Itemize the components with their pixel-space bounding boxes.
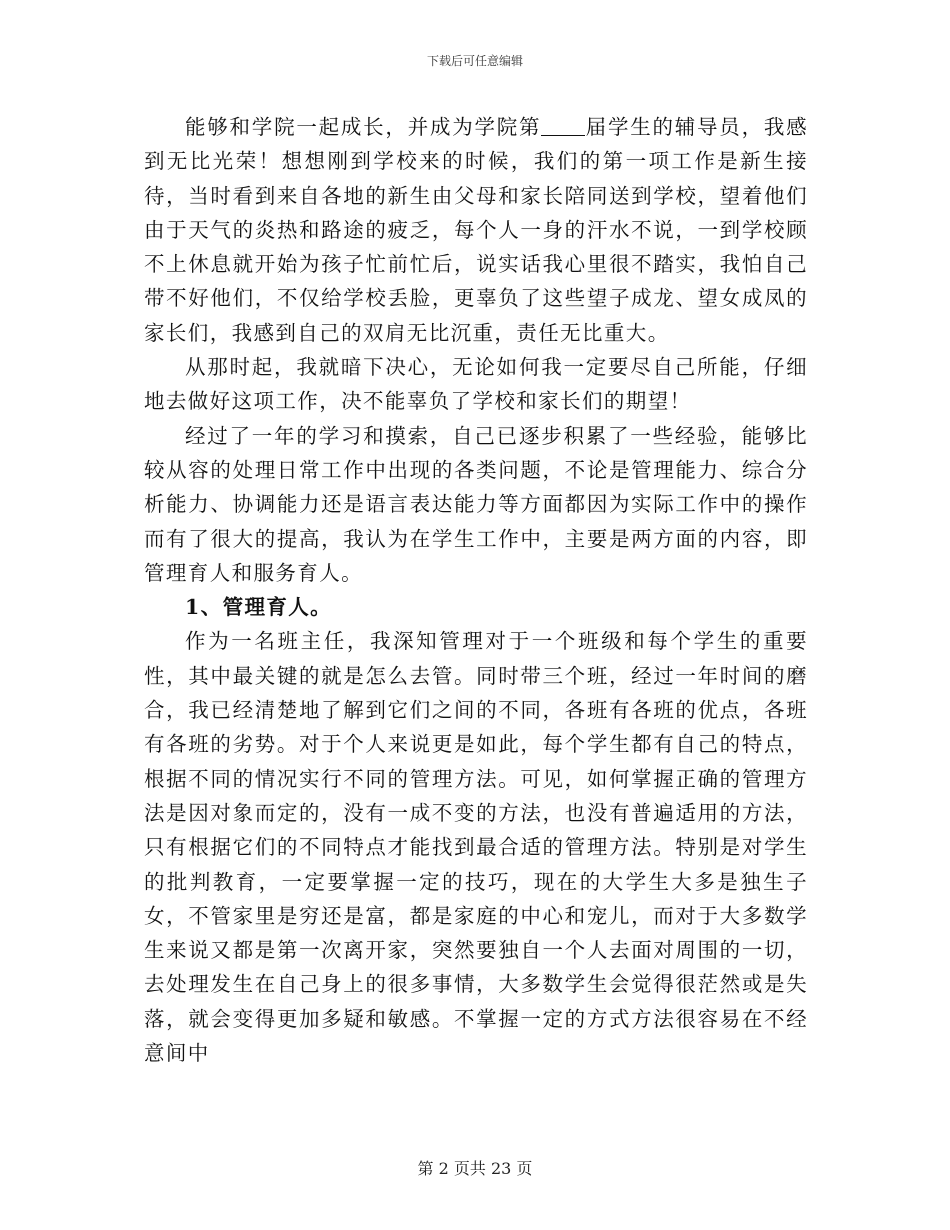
paragraph-2: 从那时起，我就暗下决心，无论如何我一定要尽自己所能，仔细地去做好这项工作，决不能辜负了学校和家长们的期望！ [144, 355, 808, 414]
paragraph-1-text-end: 届学生的辅导员，我感到无比光荣！想想刚到学校来的时候，我们的第一项工作是新生接待，当时看到来自各地的新生由父母和家长陪同送到学校，望着他们由于天气的炎热和路途的疲乏，每个人一身的汗水不说，一到学校顾不上休息就开始为孩子忙前忙后，说实话我心里很不踏实，我怕自己带不好他们，不仅给学校丢脸，更辜负了这些望子成龙、望女成凤的家长们，我感到自己的双肩无比沉重，责任无比重大。 [144, 115, 809, 345]
paragraph-3: 经过了一年的学习和摸索，自己已逐步积累了一些经验，能够比较从容的处理日常工作中出现的各类问题，不论是管理能力、综合分析能力、协调能力还是语言表达能力等方面都因为实际工作中的操作而有了很大的提高，我认为在学生工作中，主要是两方面的内容，即管理育人和服务育人。 [144, 423, 808, 585]
paragraph-1-text-start: 能够和学院一起成长，并成为学院第 [185, 115, 542, 139]
fill-in-blank [541, 115, 585, 136]
page-footer: 第 2 页共 23 页 [417, 1159, 533, 1178]
document-body [144, 110, 808, 1070]
page-header: 下载后可任意编辑 [426, 54, 523, 68]
paragraph-1 [144, 110, 808, 350]
section-heading: 1、管理育人。 [185, 595, 333, 620]
paragraph-4: 作为一名班主任，我深知管理对于一个班级和每个学生的重要性，其中最关键的就是怎么去管。同时带三个班，经过一年时间的磨合，我已经清楚地了解到它们之间的不同，各班有各班的优点，各班有各班的劣势。对于个人来说更是如此，每个学生都有自己的特点，根据不同的情况实行不同的管理方法。可见，如何掌握正确的管理方法是因对象而定的，没有一成不变的方法，也没有普遍适用的方法，只有根据它们的不同特点才能找到最合适的管理方法。特别是对学生的批判教育，一定要掌握一定的技巧，现在的大学生大多是独生子女，不管家里是穷还是富，都是家庭的中心和宠儿，而对于大多数学生来说又都是第一次离开家，突然要独自一个人去面对周围的一切，去处理发生在自己身上的很多事情，大多数学生会觉得很茫然或是失落，就会变得更加多疑和敏感。不掌握一定的方式方法很容易在不经意间中 [144, 629, 808, 1066]
